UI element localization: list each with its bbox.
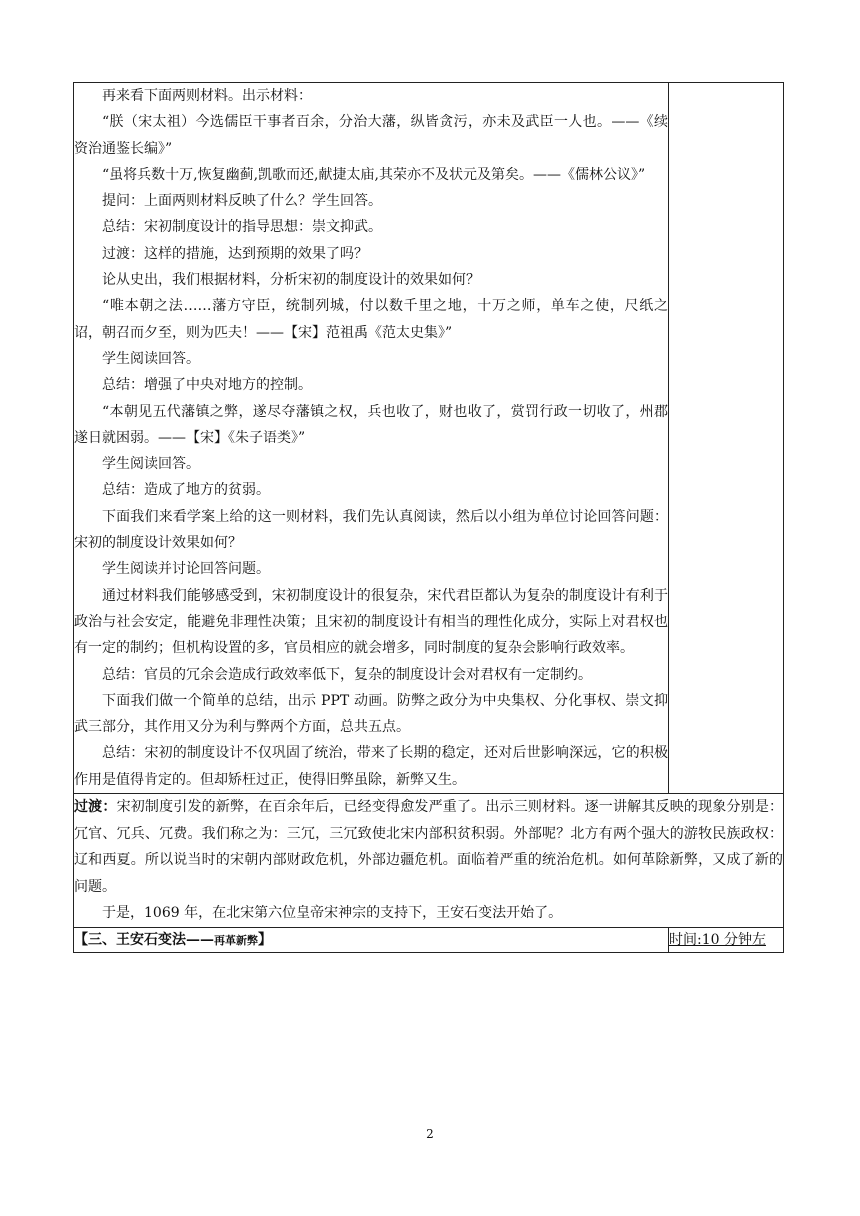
paragraph: 学生阅读回答。 bbox=[102, 350, 200, 367]
paragraph: 通过材料我们能够感受到，宋初制度设计的很复杂，宋代君臣都认为复杂的制度设计有利于政治与社会安定，能避免非理性决策；且宋初的制度设计有相当的理性化成分，实际上对君权也有一定的制约；但机构设置的多，官员相应的就会增多，同时制度的复杂会影响行政效率。 bbox=[74, 587, 668, 657]
summary-paragraph: 总结：造成了地方的贫弱。 bbox=[102, 482, 270, 499]
section-row bbox=[74, 927, 784, 952]
transition-cell bbox=[74, 794, 784, 928]
time-cell bbox=[669, 927, 784, 952]
summary-paragraph: 总结：官员的冗余会造成行政效率低下，复杂的制度设计会对君权有一定制约。 bbox=[102, 666, 592, 683]
summary-paragraph: 总结：增强了中央对地方的控制。 bbox=[102, 377, 312, 394]
transition-text: 宋初制度引发的新弊，在百余年后，已经变得愈发严重了。出示三则材料。逐一讲解其反映的现象分别是：冗官、冗兵、冗费。我们称之为：三冗，三冗致使北宋内部积贫积弱。外部呢？北方有两个强大的游牧民族政权：辽和西夏。所以说当时的宋朝内部财政危机，外部边疆危机。面临着严重的统治危机。如何革除新弊，又成了新的问题。 bbox=[74, 799, 784, 895]
paragraph: 学生阅读回答。 bbox=[102, 456, 200, 473]
section-end-bracket: 】 bbox=[258, 931, 272, 948]
summary-paragraph: 总结：宋初制度设计的指导思想：崇文抑武。 bbox=[102, 219, 382, 236]
paragraph: 过渡：这样的措施，达到预期的效果了吗？ bbox=[102, 245, 368, 262]
quote-paragraph: “本朝见五代藩镇之弊，遂尽夺藩镇之权，兵也收了，财也收了，赏罚行政一切收了，州郡遂日就困弱。——【宋】《朱子语类》” bbox=[74, 403, 668, 446]
transition-row bbox=[74, 794, 784, 928]
section-subtitle: 再革新弊 bbox=[214, 933, 258, 947]
paragraph: 再来看下面两则材料。出示材料： bbox=[102, 88, 312, 104]
transition-label: 过渡： bbox=[74, 799, 117, 816]
quote-paragraph: “唯本朝之法……藩方守臣，统制列城，付以数千里之地，十万之师，单车之使，尺纸之诏，朝召而夕至，则为匹夫！——【宋】范祖禹《范太史集》” bbox=[74, 298, 668, 341]
page-number: 2 bbox=[426, 1127, 434, 1141]
main-content-cell bbox=[74, 83, 669, 794]
paragraph: 提问：上面两则材料反映了什么？学生回答。 bbox=[102, 193, 382, 210]
content-row bbox=[74, 83, 784, 794]
transition-closing: 于是，1069 年，在北宋第六位皇帝宋神宗的支持下，王安石变法开始了。 bbox=[102, 905, 563, 922]
paragraph: 论从史出，我们根据材料，分析宋初的制度设计的效果如何？ bbox=[102, 272, 480, 289]
quote-paragraph: “虽将兵数十万,恢复幽蓟,凯歌而还,献捷太庙,其荣亦不及状元及第矣。——《儒林公议》” bbox=[102, 166, 646, 183]
paragraph: 下面我们来看学案上给的这一则材料，我们先认真阅读，然后以小组为单位讨论回答问题：宋初的制度设计效果如何？ bbox=[74, 508, 668, 552]
paragraph: 下面我们做一个简单的总结，出示 PPT 动画。防弊之政分为中央集权、分化事权、崇文抑武三部分，其作用又分为利与弊两个方面，总共五点。 bbox=[74, 692, 668, 736]
paragraph: 学生阅读并讨论回答问题。 bbox=[102, 561, 270, 578]
lesson-plan-table bbox=[73, 82, 784, 953]
side-notes-cell bbox=[669, 83, 784, 794]
transition-paragraph bbox=[74, 794, 783, 900]
time-allocation: 时间:10 分钟左 bbox=[669, 931, 766, 948]
quote-paragraph: “朕（宋太祖）今选儒臣干事者百余，分治大藩，纵皆贪污，亦未及武臣一人也。——《续资治通鉴长编》” bbox=[74, 114, 668, 157]
section-title: 【三、王安石变法—— bbox=[74, 931, 214, 948]
section-heading-cell bbox=[74, 927, 669, 952]
summary-paragraph: 总结：宋初的制度设计不仅巩固了统治，带来了长期的稳定，还对后世影响深远，它的积极作用是值得肯定的。但却矫枉过正，使得旧弊虽除，新弊又生。 bbox=[74, 745, 668, 788]
